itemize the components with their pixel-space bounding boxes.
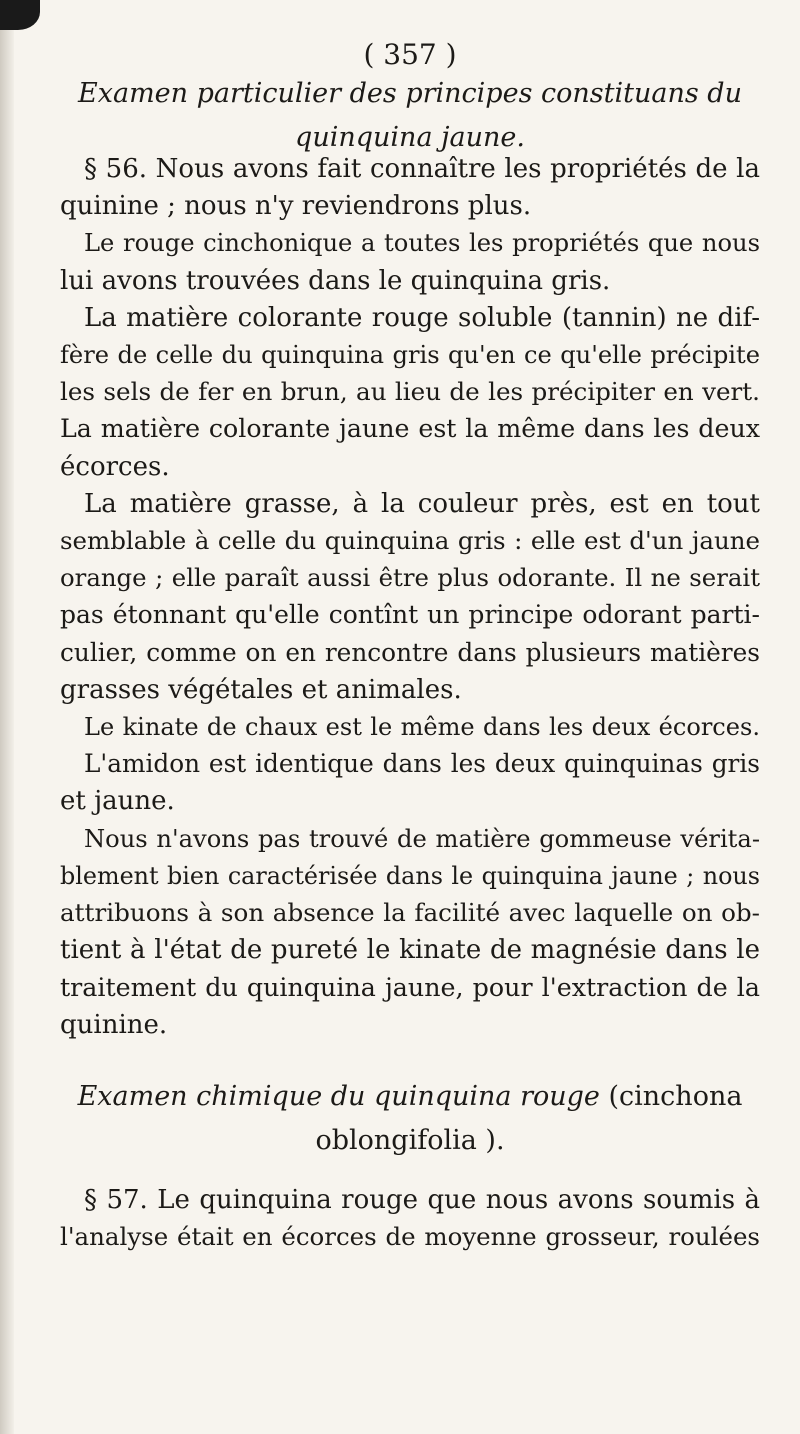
text-line: Nous n'avons pas trouvé de matière gommeuse vérita- <box>84 824 760 853</box>
text-line: écorces. <box>60 451 170 482</box>
text-line: pas étonnant qu'elle contînt un principe odorant parti- <box>60 600 760 630</box>
text-line: quinine ; nous n'y reviendrons plus. <box>60 191 532 222</box>
text-line: La matière colorante jaune est la même dans les deux <box>60 414 760 444</box>
text-line: Le kinate de chaux est le même dans les deux écorces. <box>84 713 760 741</box>
text-line: l'analyse était en écorces de moyenne grosseur, roulées <box>60 1222 760 1251</box>
text-line: quinine. <box>60 1009 168 1040</box>
text-line: grasses végétales et animales. <box>60 674 462 705</box>
page-number: ( 357 ) <box>363 38 457 71</box>
text-line: blement bien caractérisée dans le quinquina jaune ; nous <box>60 861 760 890</box>
text-line: traitement du quinquina jaune, pour l'extraction de la <box>60 972 760 1003</box>
corner-ink-mark <box>0 0 40 30</box>
text-line: tient à l'état de pureté le kinate de magnésie dans le <box>60 935 760 966</box>
heading-line-2: oblongifolia ). <box>315 1124 505 1156</box>
section-heading-red-quinquina <box>60 1075 760 1163</box>
text-line: culier, comme on en rencontre dans plusieurs matières <box>60 637 760 667</box>
text-line: La matière colorante rouge soluble (tannin) ne dif- <box>84 302 760 333</box>
text-line: L'amidon est identique dans les deux quinquinas gris <box>84 749 760 779</box>
text-line: et jaune. <box>60 786 175 817</box>
text-line: La matière grasse, à la couleur près, est en tout <box>84 488 760 519</box>
page-gutter-shadow <box>0 0 14 1434</box>
text-line: Le rouge cinchonique a toutes les propriétés que nous <box>84 229 760 258</box>
text-line: orange ; elle paraît aussi être plus odorante. Il ne serait <box>60 563 760 593</box>
heading-line-1 <box>60 1075 760 1119</box>
text-line: les sels de fer en brun, au lieu de les précipiter en vert. <box>60 377 760 407</box>
text-line: § 56. Nous avons fait connaître les propriétés de la <box>84 154 760 184</box>
text-line: attribuons à son absence la facilité avec laquelle on ob- <box>60 898 760 927</box>
heading-latin-name: (cinchona <box>599 1080 743 1112</box>
text-line: fère de celle du quinquina gris qu'en ce qu'elle précipite <box>60 341 760 369</box>
text-line: lui avons trouvées dans le quinquina gris. <box>60 265 611 296</box>
heading-line-1: Examen particulier des principes constituans du <box>78 78 742 109</box>
section-heading-yellow-quinquina <box>60 72 760 160</box>
heading-italic-part: Examen chimique du quinquina rouge <box>77 1080 600 1112</box>
text-line: § 57. Le quinquina rouge que nous avons soumis à <box>84 1184 760 1215</box>
text-line: semblable à celle du quinquina gris : elle est d'un jaune <box>60 526 760 555</box>
heading-line-2: quinquina jaune. <box>295 122 525 153</box>
